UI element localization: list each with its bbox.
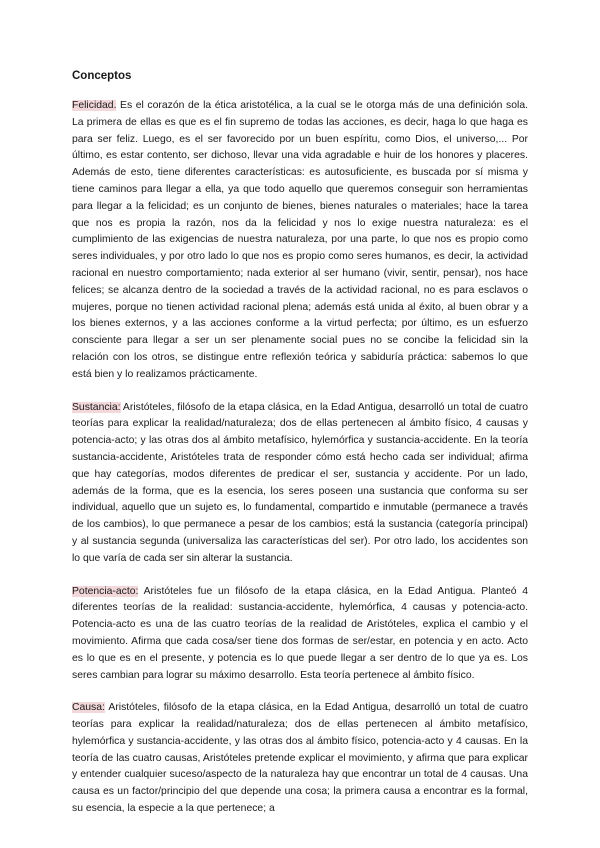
term-causa: Causa:	[72, 702, 105, 714]
section-text: Es el corazón de la ética aristotélica, a la cual se le otorga más de una definición sola. La primera de ellas es que es el fin supremo de todas las acciones, es decir, haga lo que haga es para ser feliz. Luego, es el ser favorecido por un buen espíritu, como Dios, el universo,... Por último, es estar contento, ser dichoso, llevar una vida agradable e huir de los honores y placeres. Además de esto, tiene diferentes características: es autosuficiente, es buscada por sí misma y tiene caminos para llegar a ella, ya que todo aquello que queremos conseguir son herramientas para llegar a la felicidad; es un conjunto de bienes, bienes naturales o materiales; hace la tarea que nos es propia la razón, nos da la felicidad y nos lo exige nuestra naturaleza: es el cumplimiento de las exigencias de nuestra naturaleza, por una parte, lo que nos es propio como seres individuales, y por otro lado lo que nos es propio como seres humanos, es decir, la actividad racional en nuestro comportamiento; nada exterior al ser humano (vivir, sentir, pensar), nos hace felices; se alcanza dentro de la sociedad a través de la actividad racional, no es para esclavos o mujeres, porque no tienen actividad racional plena; además está unida al éxito, al buen obrar y a los bienes externos, y a las acciones conforme a la virtud perfecta; por último, es un esfuerzo consciente para llegar a ser un ser plenamente social pues no se concibe la felicidad sin la relación con los otros, se distingue entre reflexión teórica y sabiduría práctica: sabemos lo que está bien y lo realizamos prácticamente.	[72, 100, 528, 380]
term-felicidad: Felicidad.	[72, 100, 117, 111]
section-potencia-acto	[72, 584, 528, 685]
section-text: Aristóteles, filósofo de la etapa clásica, en la Edad Antigua, desarrolló un total de cuatro teorías para explicar la realidad/naturaleza; dos de ellas pertenecen al ámbito metafísico, hylemórfica y sustancia-accidente, y las otras dos al ámbito físico, potencia-acto y 4 causas. En la teoría de las cuatro causas, Aristóteles pretende explicar el movimiento, y afirma que para explicar y entender cualquier suceso/aspecto de la naturaleza hay que encontrar un total de 4 causas. Una causa es un factor/principio del que depende una cosa; la primera causa a encontrar es la formal, su esencia, la especie a la que pertenece; a	[72, 702, 528, 815]
term-sustancia: Sustancia:	[72, 401, 121, 413]
section-felicidad	[72, 98, 528, 384]
section-sustancia	[72, 400, 528, 568]
section-text: Aristóteles fue un filósofo de la etapa clásica, en la Edad Antigua. Planteó 4 diferentes teorías de la realidad: sustancia-accidente, hylemórfica, 4 causas y potencia-acto. Potencia-acto es una de las cuatro teorías de la realidad de Aristóteles, explica el cambio y el movimiento. Afirma que cada cosa/ser tiene dos formas de ser/estar, en potencia y en acto. Acto es lo que es en el presente, y potencia es lo que puede llegar a ser dentro de lo que ya es. Los seres cambian para lograr su máximo desarrollo. Esta teoría pertenece al ámbito físico.	[72, 585, 528, 681]
section-text: Aristóteles, filósofo de la etapa clásica, en la Edad Antigua, desarrolló un total de cuatro teorías para explicar la realidad/naturaleza; dos de ellas pertenecen al ámbito físico, 4 causas y potencia-acto; y las otras dos al ámbito metafísico, hylemórfica y sustancia-accidente. En la teoría sustancia-accidente, Aristóteles trata de responder cómo está hecho cada ser individual; afirma que hay categorías, modos diferentes de predicar el ser, sustancia y accidente. Por un lado, además de la forma, que es la esencia, los seres poseen una sustancia que conforma su ser individual, aquello que un sujeto es, lo fundamental, compartido e inmutable (permanece a través de los cambios), lo que permanece a pesar de los cambios; está la sustancia (categoría principal) y al sustancia segunda (universaliza las características del ser). Por otro lado, los accidentes son lo que varía de cada ser sin alterar la sustancia.	[72, 401, 528, 564]
section-causa	[72, 700, 528, 818]
term-potencia-acto: Potencia-acto:	[72, 585, 139, 597]
document-title: Conceptos	[72, 70, 132, 82]
